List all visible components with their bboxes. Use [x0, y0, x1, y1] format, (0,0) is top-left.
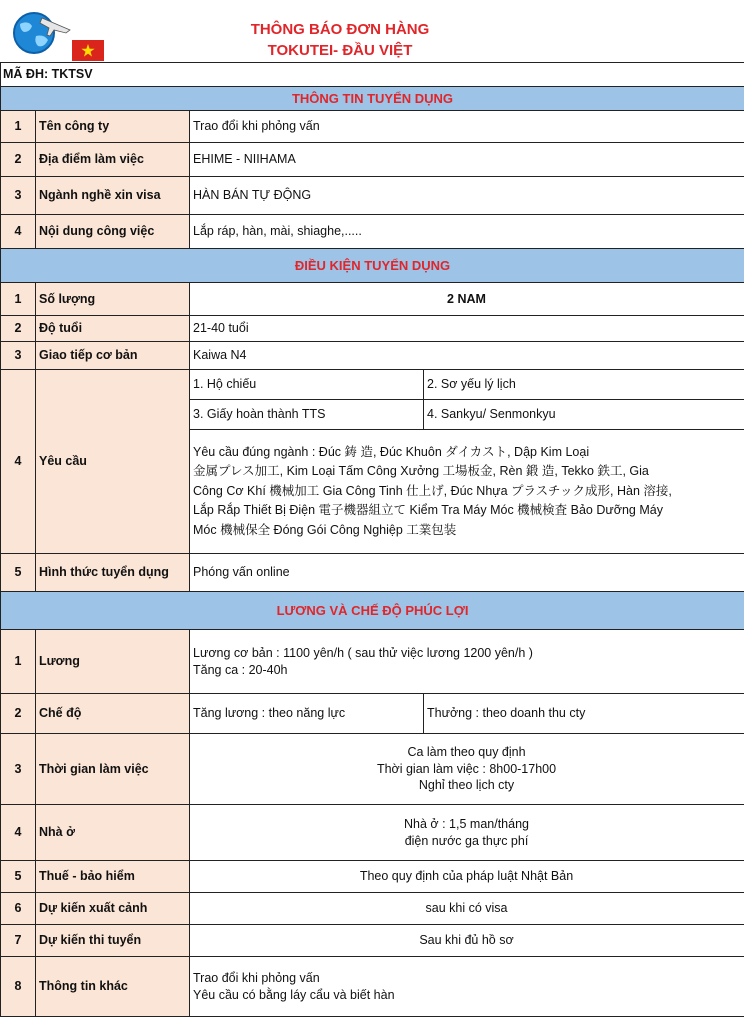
row-number: 2: [1, 694, 36, 734]
vietnam-flag-icon: [72, 40, 104, 61]
table-row: [1, 694, 744, 734]
table-row: [1, 734, 744, 805]
order-code: MÃ ĐH: TKTSV: [1, 63, 744, 87]
table-row: [1, 111, 744, 143]
requirements-row: [1, 370, 744, 400]
row-value: EHIME - NIIHAMA: [190, 143, 744, 177]
requirements-line: Lắp Rắp Thiết Bị Điện 電子機器組立て Kiểm Tra Máy Móc 機械検査 Bảo Dưỡng Máy: [193, 503, 663, 518]
section-title: THÔNG TIN TUYỂN DỤNG: [1, 87, 744, 111]
table-row: [1, 283, 744, 316]
row-number: 2: [1, 316, 36, 342]
row-label: Số lượng: [36, 283, 190, 316]
row-label: Chế độ: [36, 694, 190, 734]
requirements-detail: [190, 430, 744, 554]
raise-policy: Tăng lương : theo năng lực: [190, 694, 424, 734]
overtime-line: Tăng ca : 20-40h: [193, 662, 288, 677]
table-row: [1, 957, 744, 1017]
row-value: Trao đổi khi phỏng vấn: [190, 111, 744, 143]
section-header-recruitment-info: [1, 87, 744, 111]
row-label: Dự kiến xuất cảnh: [36, 893, 190, 925]
row-value: Lắp ráp, hàn, mài, shiaghe,.....: [190, 215, 744, 249]
table-row: [1, 215, 744, 249]
row-number: 1: [1, 630, 36, 694]
row-value: 21-40 tuổi: [190, 316, 744, 342]
row-label: Thời gian làm việc: [36, 734, 190, 805]
row-number: 7: [1, 925, 36, 957]
requirements-line: Yêu cầu đúng ngành : Đúc 鋳 造, Đúc Khuôn ダイカスト, Dập Kim Loại: [193, 445, 590, 460]
table-row: [1, 342, 744, 370]
bonus-policy: Thưởng : theo doanh thu cty: [424, 694, 744, 734]
section-header-recruitment-conditions: [1, 249, 744, 283]
row-value: 2 NAM: [190, 283, 744, 316]
housing-line: điện nước ga thực phí: [404, 833, 529, 848]
document-subtitle: TOKUTEI- ĐẦU VIỆT: [267, 42, 413, 59]
table-row: [1, 554, 744, 592]
work-time-line: Ca làm theo quy định: [407, 744, 526, 759]
row-label: Dự kiến thi tuyển: [36, 925, 190, 957]
document-item: 2. Sơ yếu lý lịch: [424, 370, 744, 400]
row-number: 5: [1, 861, 36, 893]
table-row: [1, 630, 744, 694]
row-value: Sau khi đủ hồ sơ: [190, 925, 744, 957]
globe-airplane-logo-icon: [6, 10, 72, 56]
row-value: [190, 734, 744, 805]
row-number: 8: [1, 957, 36, 1017]
table-row: [1, 925, 744, 957]
row-label: Ngành nghề xin visa: [36, 177, 190, 215]
row-label: Tên công ty: [36, 111, 190, 143]
table-row: [1, 316, 744, 342]
document-header: [0, 0, 744, 62]
row-label: Độ tuổi: [36, 316, 190, 342]
row-value: Kaiwa N4: [190, 342, 744, 370]
requirements-line: Công Cơ Khí 機械加工 Gia Công Tinh 仕上げ, Đúc Nhựa プラスチック成形, Hàn 溶接,: [193, 483, 672, 498]
row-value: [190, 805, 744, 861]
requirements-line: Móc 機械保全 Đóng Gói Công Nghiệp 工業包装: [193, 522, 457, 537]
row-number: 5: [1, 554, 36, 592]
row-label: Thuế - bảo hiểm: [36, 861, 190, 893]
section-title: LƯƠNG VÀ CHẾ ĐỘ PHÚC LỢI: [1, 592, 744, 630]
row-label: Nhà ở: [36, 805, 190, 861]
row-value: [190, 957, 744, 1017]
row-label: Địa điểm làm việc: [36, 143, 190, 177]
row-number: 4: [1, 805, 36, 861]
document-item: 4. Sankyu/ Senmonkyu: [424, 400, 744, 430]
document-item: 1. Hộ chiếu: [190, 370, 424, 400]
table-row: [1, 143, 744, 177]
row-value: sau khi có visa: [190, 893, 744, 925]
salary-line: Lương cơ bản : 1100 yên/h ( sau thử việc lương 1200 yên/h ): [193, 645, 533, 660]
row-value: Theo quy định của pháp luật Nhật Bản: [190, 861, 744, 893]
requirements-line: 金属プレス加工, Kim Loại Tấm Công Xưởng 工場板金, Rèn 鍛 造, Tekko 鉄工, Gia: [193, 464, 649, 479]
row-number: 3: [1, 342, 36, 370]
row-number: 6: [1, 893, 36, 925]
other-info-line: Trao đổi khi phỏng vấn: [193, 970, 320, 985]
row-value: HÀN BÁN TỰ ĐỘNG: [190, 177, 744, 215]
row-number: 4: [1, 215, 36, 249]
row-number: 3: [1, 734, 36, 805]
row-number: 2: [1, 143, 36, 177]
row-value: [190, 630, 744, 694]
row-label: Yêu cầu: [36, 370, 190, 554]
table-row: [1, 177, 744, 215]
row-number: 1: [1, 111, 36, 143]
row-label: Nội dung công việc: [36, 215, 190, 249]
table-row: [1, 805, 744, 861]
work-time-line: Thời gian làm việc : 8h00-17h00: [376, 761, 557, 776]
row-number: 4: [1, 370, 36, 554]
document-item: 3. Giấy hoàn thành TTS: [190, 400, 424, 430]
order-table: [0, 62, 744, 1017]
housing-line: Nhà ở : 1,5 man/tháng: [404, 816, 529, 831]
row-label: Giao tiếp cơ bản: [36, 342, 190, 370]
table-row: [1, 893, 744, 925]
table-row: [1, 861, 744, 893]
row-value: Phóng vấn online: [190, 554, 744, 592]
work-time-line: Nghỉ theo lịch cty: [418, 778, 515, 793]
order-code-row: [1, 63, 744, 87]
row-label: Hình thức tuyển dụng: [36, 554, 190, 592]
document-title: THÔNG BÁO ĐƠN HÀNG: [250, 21, 430, 38]
section-title: ĐIỀU KIỆN TUYỂN DỤNG: [1, 249, 744, 283]
row-number: 1: [1, 283, 36, 316]
row-label: Thông tin khác: [36, 957, 190, 1017]
section-header-salary-benefits: [1, 592, 744, 630]
row-label: Lương: [36, 630, 190, 694]
row-number: 3: [1, 177, 36, 215]
other-info-line: Yêu cầu có bằng láy cẩu và biết hàn: [193, 987, 395, 1002]
